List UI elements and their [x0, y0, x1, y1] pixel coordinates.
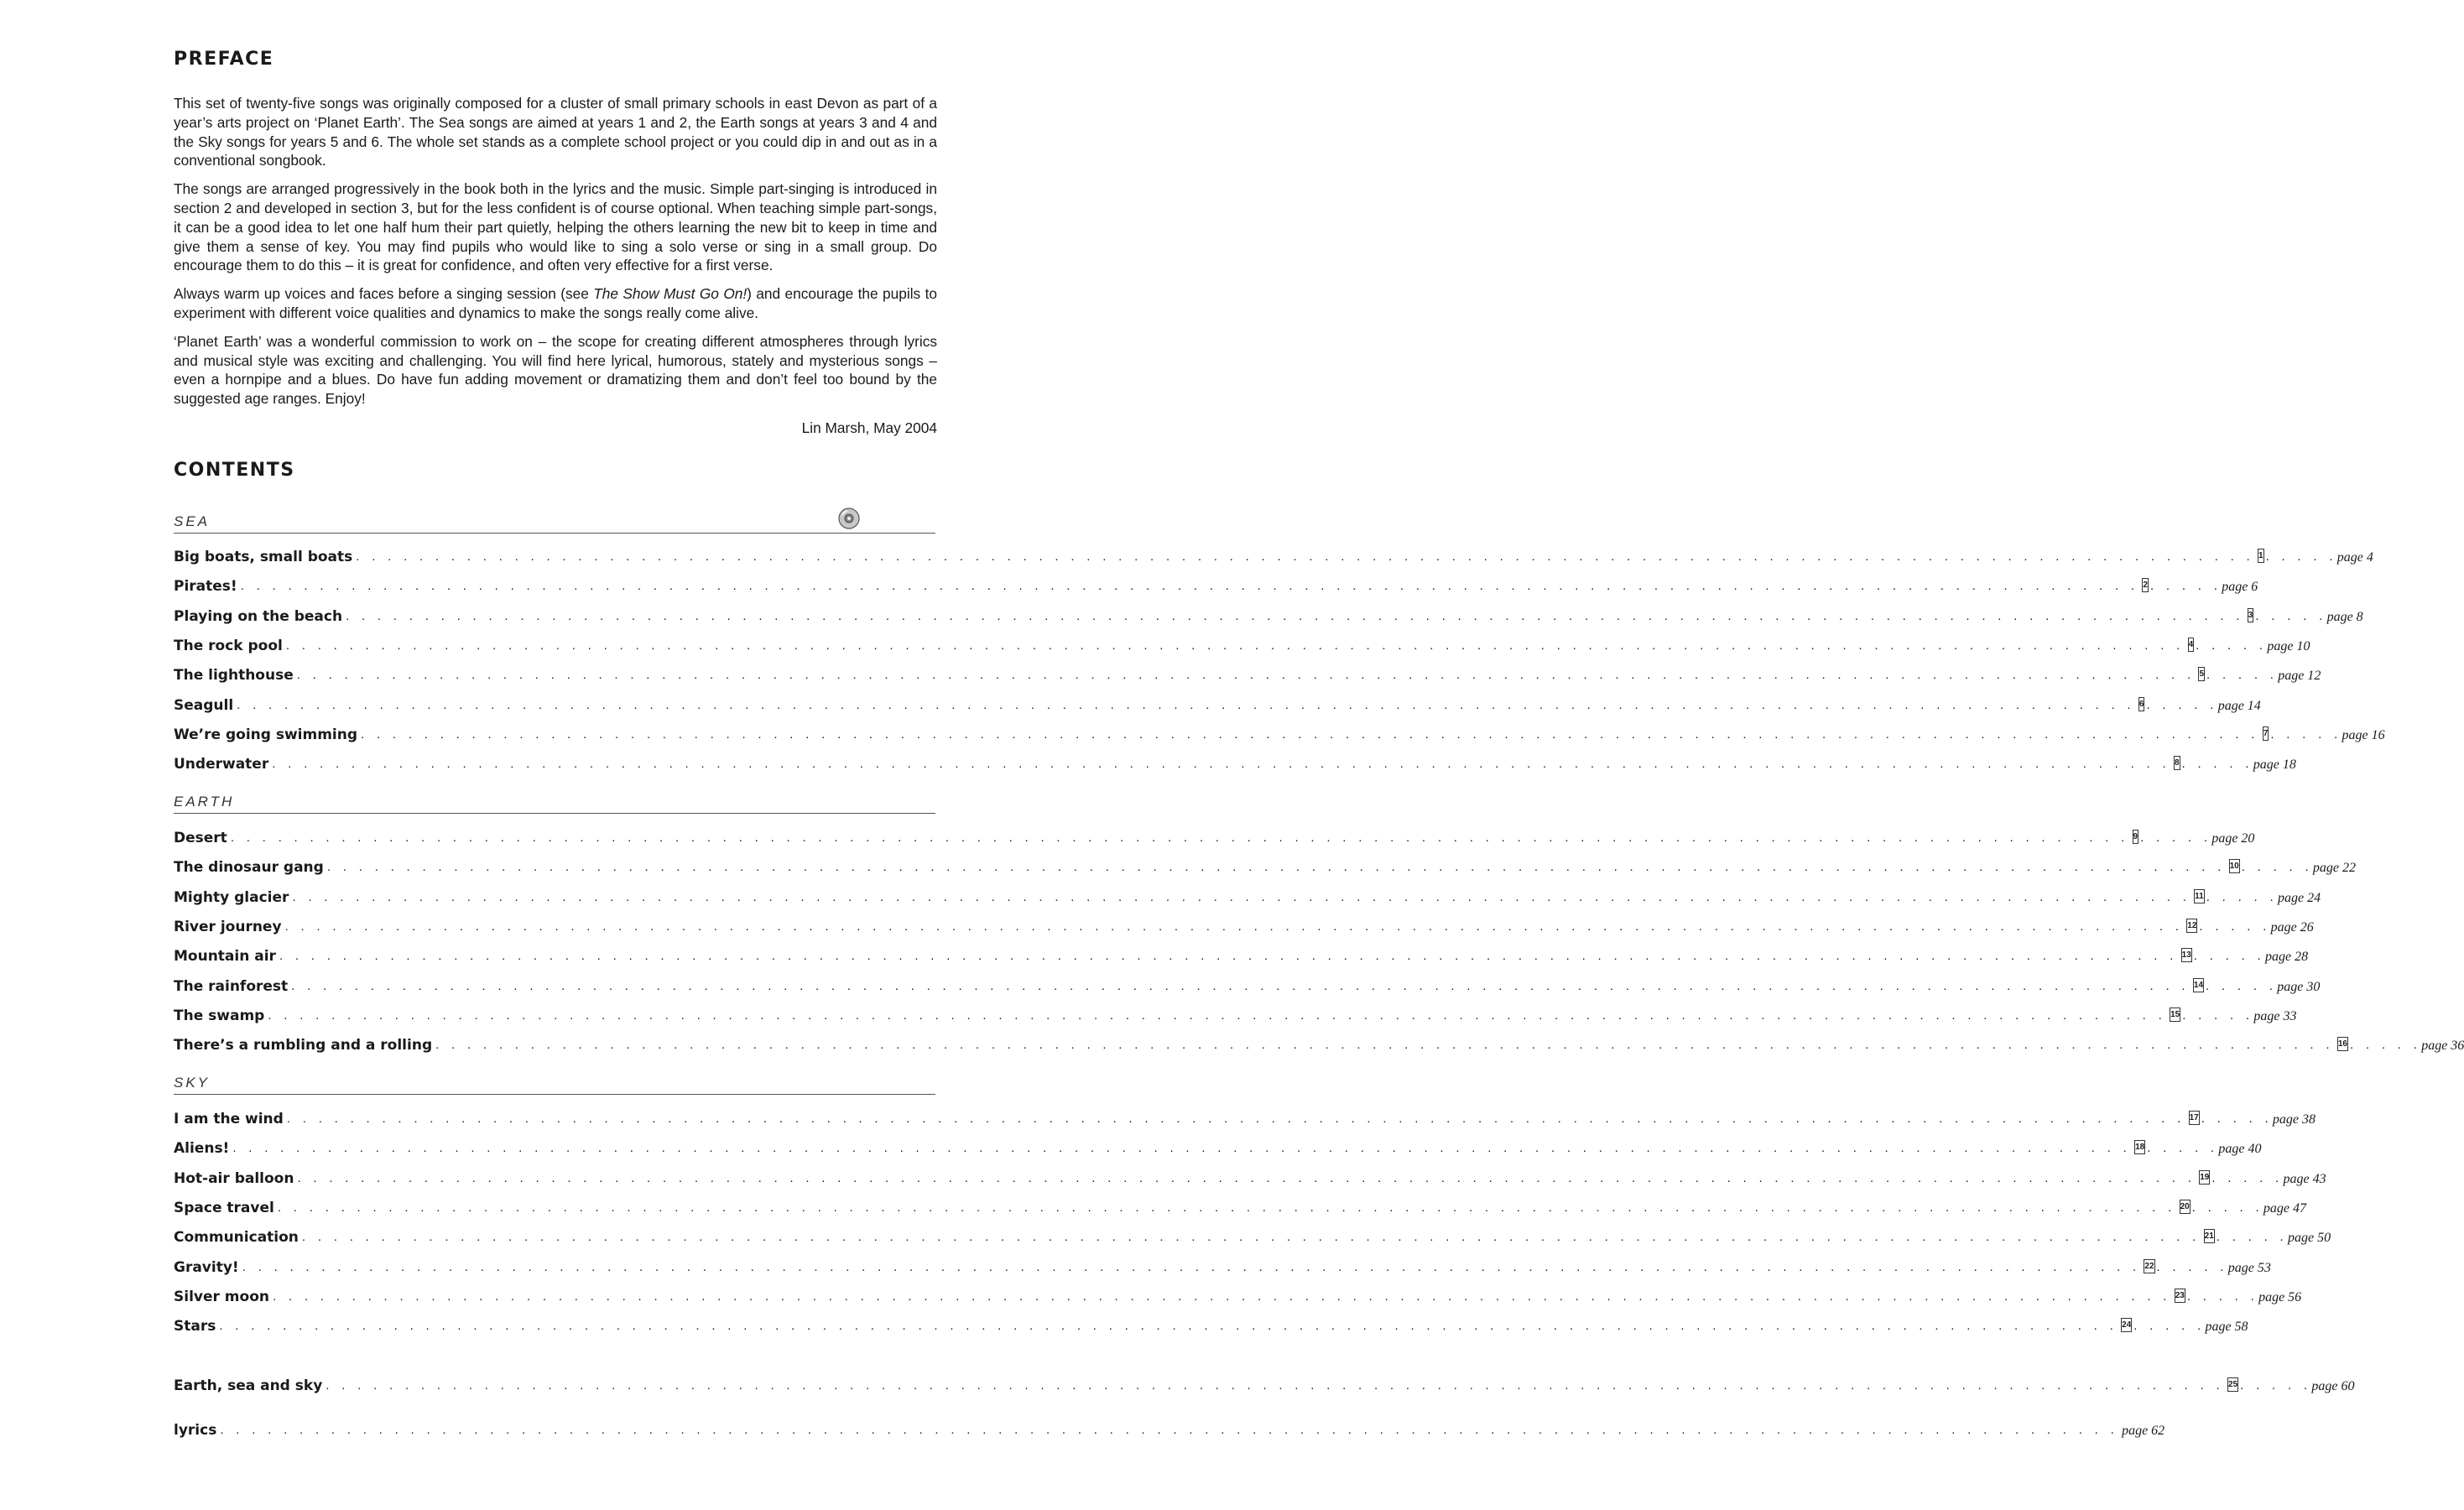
section-heading-label: SEA: [174, 513, 211, 529]
toc-entry-title: Stars: [174, 1318, 216, 1336]
toc-entry[interactable]: [174, 1417, 2165, 1439]
toc-entry-title: River journey: [174, 918, 282, 935]
toc-entry[interactable]: [174, 603, 2363, 625]
toc-entry-title: We’re going swimming: [174, 726, 358, 743]
dot-leader: . . . . . . . . . . . . . . . . . . . . . . . . . . . . . . . . . . . . . . . . . . . . . . . . . . . . . . . . . . . . . . . . . . . . . . . . . . . . . . . . . . . . . . . . . . . . . . . . . . . . . . . . . . . . . . . . . . . . . . . .: [279, 949, 2178, 964]
toc-entry-page: page 24: [2277, 890, 2321, 905]
toc-entry-page: page 8: [2326, 609, 2363, 624]
dot-leader: . . . . . . . . . . . . . . . . . . . . . . . . . . . . . . . . . . . . . . . . . . . . . . . . . . . . . . . . . . . . . . . . . . . . . . . . . . . . . . . . . . . . . . . . . . . . . . . . . . . . . . . . . . . . . . . . . . . . . . . .: [219, 1319, 2118, 1334]
toc-entry-title: Desert: [174, 830, 227, 846]
dot-leader: . . . . . . . . . . . . . . . . . . . . . . . . . . . . . . . . . . . . . . . . . . . . . . . . . . . . . . . . . . . . . . . . . . . . . . . . . . . . . . . . . . . . . . . . . . . . . . . . . . . . . . . . . . . . . . . . . . . . . . . .: [237, 697, 2135, 712]
toc-entry-title: Mountain air: [174, 948, 276, 966]
cd-track-number: 25: [2227, 1377, 2238, 1392]
toc-entry-title: Gravity!: [174, 1258, 239, 1276]
toc-entry-page: page 40: [2218, 1142, 2262, 1157]
toc-entry-title: Silver moon: [174, 1288, 269, 1305]
dot-leader: . . . . .: [2211, 1170, 2284, 1185]
toc-entry[interactable]: [174, 1254, 2271, 1276]
toc-entry-title: Communication: [174, 1229, 299, 1247]
toc-entry-title: Space travel: [174, 1199, 274, 1216]
dot-leader: . . . . .: [2241, 860, 2313, 875]
toc-entry[interactable]: [174, 1195, 2307, 1216]
toc-entry-title: The dinosaur gang: [174, 859, 324, 877]
dot-leader: . . . . . . . . . . . . . . . . . . . . . . . . . . . . . . . . . . . . . . . . . . . . . . . . . . . . . . . . . . . . . . . . . . . . . . . . . . . . . . . . . . . . . . . . . . . . . . . . . . . . . . . . . . . . . . . . . . . . . . . .: [230, 830, 2129, 845]
dot-leader: . . . . .: [2201, 1112, 2273, 1126]
toc-entry-page: page 53: [2227, 1260, 2271, 1275]
dot-leader: . . . . .: [2140, 830, 2212, 845]
toc-entry-title: Hot-air balloon: [174, 1169, 294, 1187]
preface-paragraph-3: [174, 284, 937, 323]
toc-entry-title: The swamp: [174, 1007, 265, 1024]
dot-leader: . . . . .: [2193, 949, 2266, 964]
cd-track-number: 12: [2186, 919, 2197, 933]
toc-entry-page: page 16: [2342, 727, 2385, 742]
toc-entry-page: page 4: [2336, 550, 2373, 565]
toc-entry-page: page 33: [2253, 1008, 2297, 1023]
dot-leader: . . . . . . . . . . . . . . . . . . . . . . . . . . . . . . . . . . . . . . . . . . . . . . . . . . . . . . . . . . . . . . . . . . . . . . . . . . . . . . . . . . . . . . . . . . . . . . . . . . . . . . . . . . . . . . . . . . . . . . . .: [291, 978, 2190, 993]
section-heading-sky: [174, 1074, 935, 1095]
dot-leader: . . . . . . . . . . . . . . . . . . . . . . . . . . . . . . . . . . . . . . . . . . . . . . . . . . . . . . . . . . . . . . . . . . . . . . . . . . . . . . . . . . . . . . . . . . . . . . . . . . . . . . . . . . . . . . . . . . . . . . . .: [242, 1259, 2141, 1274]
toc-entry-title: Mighty glacier: [174, 888, 289, 906]
cd-track-number: 7: [2263, 726, 2269, 741]
dot-leader: . . . . .: [2156, 1259, 2228, 1274]
dot-leader: . . . . . . . . . . . . . . . . . . . . . . . . . . . . . . . . . . . . . . . . . . . . . . . . . . . . . . . . . . . . . . . . . . . . . . . . . . . . . . . . . . . . . . . . . . . . . . . . . . . . . . . . . . . . . . . . . . . . . . . .: [272, 757, 2170, 772]
toc-entry-title: Aliens!: [174, 1140, 230, 1158]
dot-leader: . . . . .: [2270, 726, 2342, 742]
dot-leader: . . . . . . . . . . . . . . . . . . . . . . . . . . . . . . . . . . . . . . . . . . . . . . . . . . . . . . . . . . . . . . . . . . . . . . . . . . . . . . . . . . . . . . . . . . . . . . . . . . . . . . . . . . . . . . . . . . . . . . . .: [326, 1378, 2225, 1393]
preface-heading: PREFACE: [174, 49, 274, 70]
toc-entry-title: Seagull: [174, 696, 234, 714]
dot-leader: . . . . .: [2206, 668, 2279, 683]
dot-leader: . . . . .: [2186, 1289, 2259, 1304]
toc-entry-page: page 50: [2287, 1231, 2331, 1246]
preface-body: [174, 94, 937, 418]
cd-icon: [838, 508, 860, 529]
toc-entry-title: Pirates!: [174, 578, 237, 596]
dot-leader: . . . . .: [2147, 1141, 2219, 1156]
toc-entry[interactable]: [174, 1313, 2248, 1336]
cd-track-number: 15: [2170, 1008, 2180, 1022]
toc-entry[interactable]: [174, 1135, 2262, 1158]
toc-entry-title: The rock pool: [174, 637, 283, 654]
cd-track-number: 4: [2188, 638, 2195, 652]
toc-entry[interactable]: [174, 751, 2296, 773]
toc-entry-page: page 14: [2217, 698, 2261, 713]
dot-leader: . . . . . . . . . . . . . . . . . . . . . . . . . . . . . . . . . . . . . . . . . . . . . . . . . . . . . . . . . . . . . . . . . . . . . . . . . . . . . . . . . . . . . . . . . . . . . . . . . . . . . . . . . . . . . . . . . . . . . . . .: [284, 919, 2184, 934]
cd-track-number: 17: [2189, 1111, 2200, 1125]
cd-track-number: 19: [2199, 1170, 2210, 1185]
toc-entry[interactable]: [174, 1002, 2297, 1024]
toc-entry-title: Playing on the beach: [174, 607, 343, 625]
cd-track-number: 11: [2194, 889, 2205, 903]
cd-track-number: 21: [2204, 1229, 2215, 1243]
cd-track-number: 16: [2337, 1037, 2348, 1051]
toc-entry-page: page 22: [2312, 861, 2357, 876]
cd-track-number: 18: [2134, 1140, 2145, 1154]
toc-entry[interactable]: [174, 544, 2373, 565]
dot-leader: . . . . . . . . . . . . . . . . . . . . . . . . . . . . . . . . . . . . . . . . . . . . . . . . . . . . . . . . . . . . . . . . . . . . . . . . . . . . . . . . . . . . . . . . . . . . . . . . . . . . . . . . . . . . . . . . . . . . . . . .: [296, 668, 2196, 683]
cd-track-number: 22: [2144, 1259, 2154, 1273]
toc-entry[interactable]: [174, 662, 2321, 685]
dot-leader: . . . . .: [2216, 1230, 2288, 1245]
toc-entry[interactable]: [174, 1224, 2331, 1247]
cd-track-number: 10: [2229, 859, 2240, 873]
toc-entry-page: page 30: [2277, 979, 2321, 994]
dot-leader: . . . . . . . . . . . . . . . . . . . . . . . . . . . . . . . . . . . . . . . . . . . . . . . . . . . . . . . . . . . . . . . . . . . . . . . . . . . . . . . . . . . . . . . . . . . . . . . . . . . . . . . . . . . . . . . . . . . . . . . .: [301, 1230, 2201, 1245]
dot-leader: . . . . . . . . . . . . . . . . . . . . . . . . . . . . . . . . . . . . . . . . . . . . . . . . . . . . . . . . . . . . . . . . . . . . . . . . . . . . . . . . . . . . . . . . . . . . . . . . . . . . . . . . . . . . . . . . . . . . . . . .: [220, 1423, 2119, 1437]
cd-track-number: 24: [2121, 1318, 2132, 1332]
toc-entry[interactable]: [174, 1284, 2302, 1305]
preface-p3-after: ) and encourage the pupils to experiment with different voice qualities and dynamics to make the songs really come alive.: [174, 285, 937, 321]
dot-leader: . . . . .: [2182, 1008, 2254, 1023]
toc-entry[interactable]: [174, 1372, 2355, 1394]
toc-entry-page: page 20: [2211, 831, 2255, 846]
toc-entry[interactable]: [174, 633, 2310, 654]
dot-leader: . . . . .: [2199, 919, 2271, 934]
dot-leader: . . . . . . . . . . . . . . . . . . . . . . . . . . . . . . . . . . . . . . . . . . . . . . . . . . . . . . . . . . . . . . . . . . . . . . . . . . . . . . . . . . . . . . . . . . . . . . . . . . . . . . . . . . . . . . . . . . . . . . . .: [361, 726, 2259, 742]
preface-paragraph-4: ‘Planet Earth’ was a wonderful commission to work on – the scope for creating different atmospheres through lyrics and musical style was exciting and challenging. You will find here lyrical, humorous, stately and mysterious songs – even a hornpipe and a blues. Do have fun adding movement or dramatizing them and don’t feel too bound by the suggested age ranges. Enjoy!: [174, 332, 937, 408]
dot-leader: . . . . .: [2349, 1038, 2422, 1053]
cd-track-number: 6: [2138, 697, 2145, 711]
dot-leader: . . . . .: [2181, 757, 2253, 772]
dot-leader: . . . . .: [2146, 697, 2218, 712]
toc-entry[interactable]: [174, 721, 2385, 743]
dot-leader: . . . . . . . . . . . . . . . . . . . . . . . . . . . . . . . . . . . . . . . . . . . . . . . . . . . . . . . . . . . . . . . . . . . . . . . . . . . . . . . . . . . . . . . . . . . . . . . . . . . . . . . . . . . . . . . . . . . . . . . .: [277, 1200, 2176, 1215]
dot-leader: . . . . . . . . . . . . . . . . . . . . . . . . . . . . . . . . . . . . . . . . . . . . . . . . . . . . . . . . . . . . . . . . . . . . . . . . . . . . . . . . . . . . . . . . . . . . . . . . . . . . . . . . . . . . . . . . . . . . . . . .: [232, 1141, 2132, 1156]
cd-track-number: 1: [2258, 549, 2264, 563]
toc-entry-page: page 36: [2421, 1039, 2464, 1054]
dot-leader: . . . . . . . . . . . . . . . . . . . . . . . . . . . . . . . . . . . . . . . . . . . . . . . . . . . . . . . . . . . . . . . . . . . . . . . . . . . . . . . . . . . . . . . . . . . . . . . . . . . . . . . . . . . . . . . . . . . . . . . .: [285, 638, 2185, 653]
dot-leader: . . . . . . . . . . . . . . . . . . . . . . . . . . . . . . . . . . . . . . . . . . . . . . . . . . . . . . . . . . . . . . . . . . . . . . . . . . . . . . . . . . . . . . . . . . . . . . . . . . . . . . . . . . . . . . . . . . . . . . . .: [286, 1112, 2185, 1126]
toc-entry-title: I am the wind: [174, 1111, 284, 1127]
preface-paragraph-2: The songs are arranged progressively in the book both in the lyrics and the music. Simple part-singing is introduced in section 2 and developed in section 3, but for the less confident is of course optional. When teaching simple part-songs, it can be a good idea to let one half hum their part quietly, helping the others learning the new bit to keep in time and give them a sense of key. You may find pupils who would like to sing a solo verse or sing in a small group. Do encourage them to do this – it is great for confidence, and often very effective for a first verse.: [174, 180, 937, 274]
dot-leader: . . . . . . . . . . . . . . . . . . . . . . . . . . . . . . . . . . . . . . . . . . . . . . . . . . . . . . . . . . . . . . . . . . . . . . . . . . . . . . . . . . . . . . . . . . . . . . . . . . . . . . . . . . . . . . . . . . . . . . . .: [292, 889, 2191, 904]
toc-entry-title: The lighthouse: [174, 667, 294, 685]
cd-track-number: 8: [2174, 756, 2180, 770]
dot-leader: . . . . .: [2206, 978, 2278, 993]
dot-leader: . . . . .: [2265, 549, 2337, 564]
dot-leader: . . . . . . . . . . . . . . . . . . . . . . . . . . . . . . . . . . . . . . . . . . . . . . . . . . . . . . . . . . . . . . . . . . . . . . . . . . . . . . . . . . . . . . . . . . . . . . . . . . . . . . . . . . . . . . . . . . . . . . . .: [240, 579, 2139, 594]
toc-entry-page: page 58: [2205, 1320, 2248, 1335]
dot-leader: . . . . .: [2149, 579, 2222, 594]
toc-entry-page: page 18: [2253, 758, 2296, 773]
dot-leader: . . . . . . . . . . . . . . . . . . . . . . . . . . . . . . . . . . . . . . . . . . . . . . . . . . . . . . . . . . . . . . . . . . . . . . . . . . . . . . . . . . . . . . . . . . . . . . . . . . . . . . . . . . . . . . . . . . . . . . . .: [297, 1170, 2196, 1185]
toc-entry-page: page 28: [2265, 950, 2309, 965]
toc-entry[interactable]: [174, 973, 2321, 995]
toc-entry-title: Big boats, small boats: [174, 549, 353, 565]
dot-leader: . . . . .: [2255, 608, 2327, 623]
dot-leader: . . . . .: [2240, 1378, 2312, 1393]
cd-track-number: 23: [2175, 1289, 2185, 1303]
cd-track-number: 3: [2248, 608, 2254, 622]
toc-entry-page: page 10: [2267, 638, 2310, 653]
toc-entry[interactable]: [174, 692, 2261, 714]
cd-track-number: 14: [2193, 978, 2204, 992]
toc-entry-title: The rainforest: [174, 977, 289, 995]
toc-entry-title: Underwater: [174, 756, 269, 773]
cd-track-number: 5: [2198, 667, 2205, 681]
toc-entry[interactable]: [174, 884, 2321, 906]
section-heading-earth: [174, 793, 935, 814]
toc-entry-page: page 6: [2222, 580, 2258, 595]
toc-entry[interactable]: [174, 854, 2357, 877]
section-heading-label: EARTH: [174, 794, 235, 810]
toc-entry-page: page 26: [2270, 919, 2314, 935]
cd-track-number: 13: [2181, 948, 2192, 962]
toc-entry-page: page 47: [2263, 1200, 2307, 1216]
toc-entry-title: There’s a rumbling and a rolling: [174, 1037, 433, 1054]
dot-leader: . . . . .: [2206, 889, 2278, 904]
dot-leader: . . . . .: [2196, 638, 2268, 653]
toc-entry[interactable]: [174, 1106, 2316, 1127]
toc-entry[interactable]: [174, 1165, 2326, 1187]
toc-entry-page: page 60: [2311, 1379, 2355, 1393]
toc-entry-page: page 56: [2258, 1289, 2302, 1304]
dot-leader: . . . . . . . . . . . . . . . . . . . . . . . . . . . . . . . . . . . . . . . . . . . . . . . . . . . . . . . . . . . . . . . . . . . . . . . . . . . . . . . . . . . . . . . . . . . . . . . . . . . . . . . . . . . . . . . . . . . . . . . .: [268, 1008, 2167, 1023]
cd-track-number: 9: [2133, 830, 2139, 844]
toc-entry-title: lyrics: [174, 1422, 217, 1439]
dot-leader: . . . . . . . . . . . . . . . . . . . . . . . . . . . . . . . . . . . . . . . . . . . . . . . . . . . . . . . . . . . . . . . . . . . . . . . . . . . . . . . . . . . . . . . . . . . . . . . . . . . . . . . . . . . . . . . . . . . . . . . .: [273, 1289, 2171, 1304]
preface-p3-italic: The Show Must Go On!: [593, 285, 748, 303]
dot-leader: . . . . . . . . . . . . . . . . . . . . . . . . . . . . . . . . . . . . . . . . . . . . . . . . . . . . . . . . . . . . . . . . . . . . . . . . . . . . . . . . . . . . . . . . . . . . . . . . . . . . . . . . . . . . . . . . . . . . . . . .: [326, 860, 2226, 875]
dot-leader: . . . . .: [2191, 1200, 2263, 1215]
preface-p3-before: Always warm up voices and faces before a singing session (see: [174, 285, 594, 303]
contents-heading: CONTENTS: [174, 460, 295, 481]
cd-track-number: 2: [2142, 578, 2149, 592]
section-heading-label: SKY: [174, 1075, 211, 1091]
preface-signature: Lin Marsh, May 2004: [801, 419, 937, 436]
toc-entry-page: page 62: [2122, 1424, 2165, 1438]
dot-leader: . . . . .: [2133, 1319, 2206, 1334]
dot-leader: . . . . . . . . . . . . . . . . . . . . . . . . . . . . . . . . . . . . . . . . . . . . . . . . . . . . . . . . . . . . . . . . . . . . . . . . . . . . . . . . . . . . . . . . . . . . . . . . . . . . . . . . . . . . . . . . . . . . . . . .: [346, 608, 2244, 623]
section-heading-sea: [174, 513, 935, 534]
toc-entry[interactable]: [174, 914, 2314, 935]
toc-entry-page: page 43: [2283, 1171, 2326, 1186]
toc-entry-title: Earth, sea and sky: [174, 1377, 323, 1394]
toc-entry[interactable]: [174, 825, 2255, 846]
toc-entry-page: page 12: [2278, 669, 2321, 684]
dot-leader: . . . . . . . . . . . . . . . . . . . . . . . . . . . . . . . . . . . . . . . . . . . . . . . . . . . . . . . . . . . . . . . . . . . . . . . . . . . . . . . . . . . . . . . . . . . . . . . . . . . . . . . . . . . . . . . . . . . . . . . .: [435, 1038, 2334, 1053]
toc-entry[interactable]: [174, 573, 2258, 596]
preface-paragraph-1: This set of twenty-five songs was originally composed for a cluster of small primary schools in east Devon as part of a year’s arts project on ‘Planet Earth’. The Sea songs are aimed at years 1 and 2, the Earth songs at years 3 and 4 and the Sky songs for years 5 and 6. The whole set stands as a complete school project or you could dip in and out as in a conventional songbook.: [174, 95, 937, 169]
toc-entry[interactable]: [174, 1032, 2464, 1054]
dot-leader: . . . . . . . . . . . . . . . . . . . . . . . . . . . . . . . . . . . . . . . . . . . . . . . . . . . . . . . . . . . . . . . . . . . . . . . . . . . . . . . . . . . . . . . . . . . . . . . . . . . . . . . . . . . . . . . . . . . . . . . .: [356, 549, 2254, 564]
toc-entry[interactable]: [174, 943, 2309, 966]
cd-track-number: 20: [2180, 1200, 2191, 1214]
toc-entry-page: page 38: [2272, 1112, 2316, 1127]
